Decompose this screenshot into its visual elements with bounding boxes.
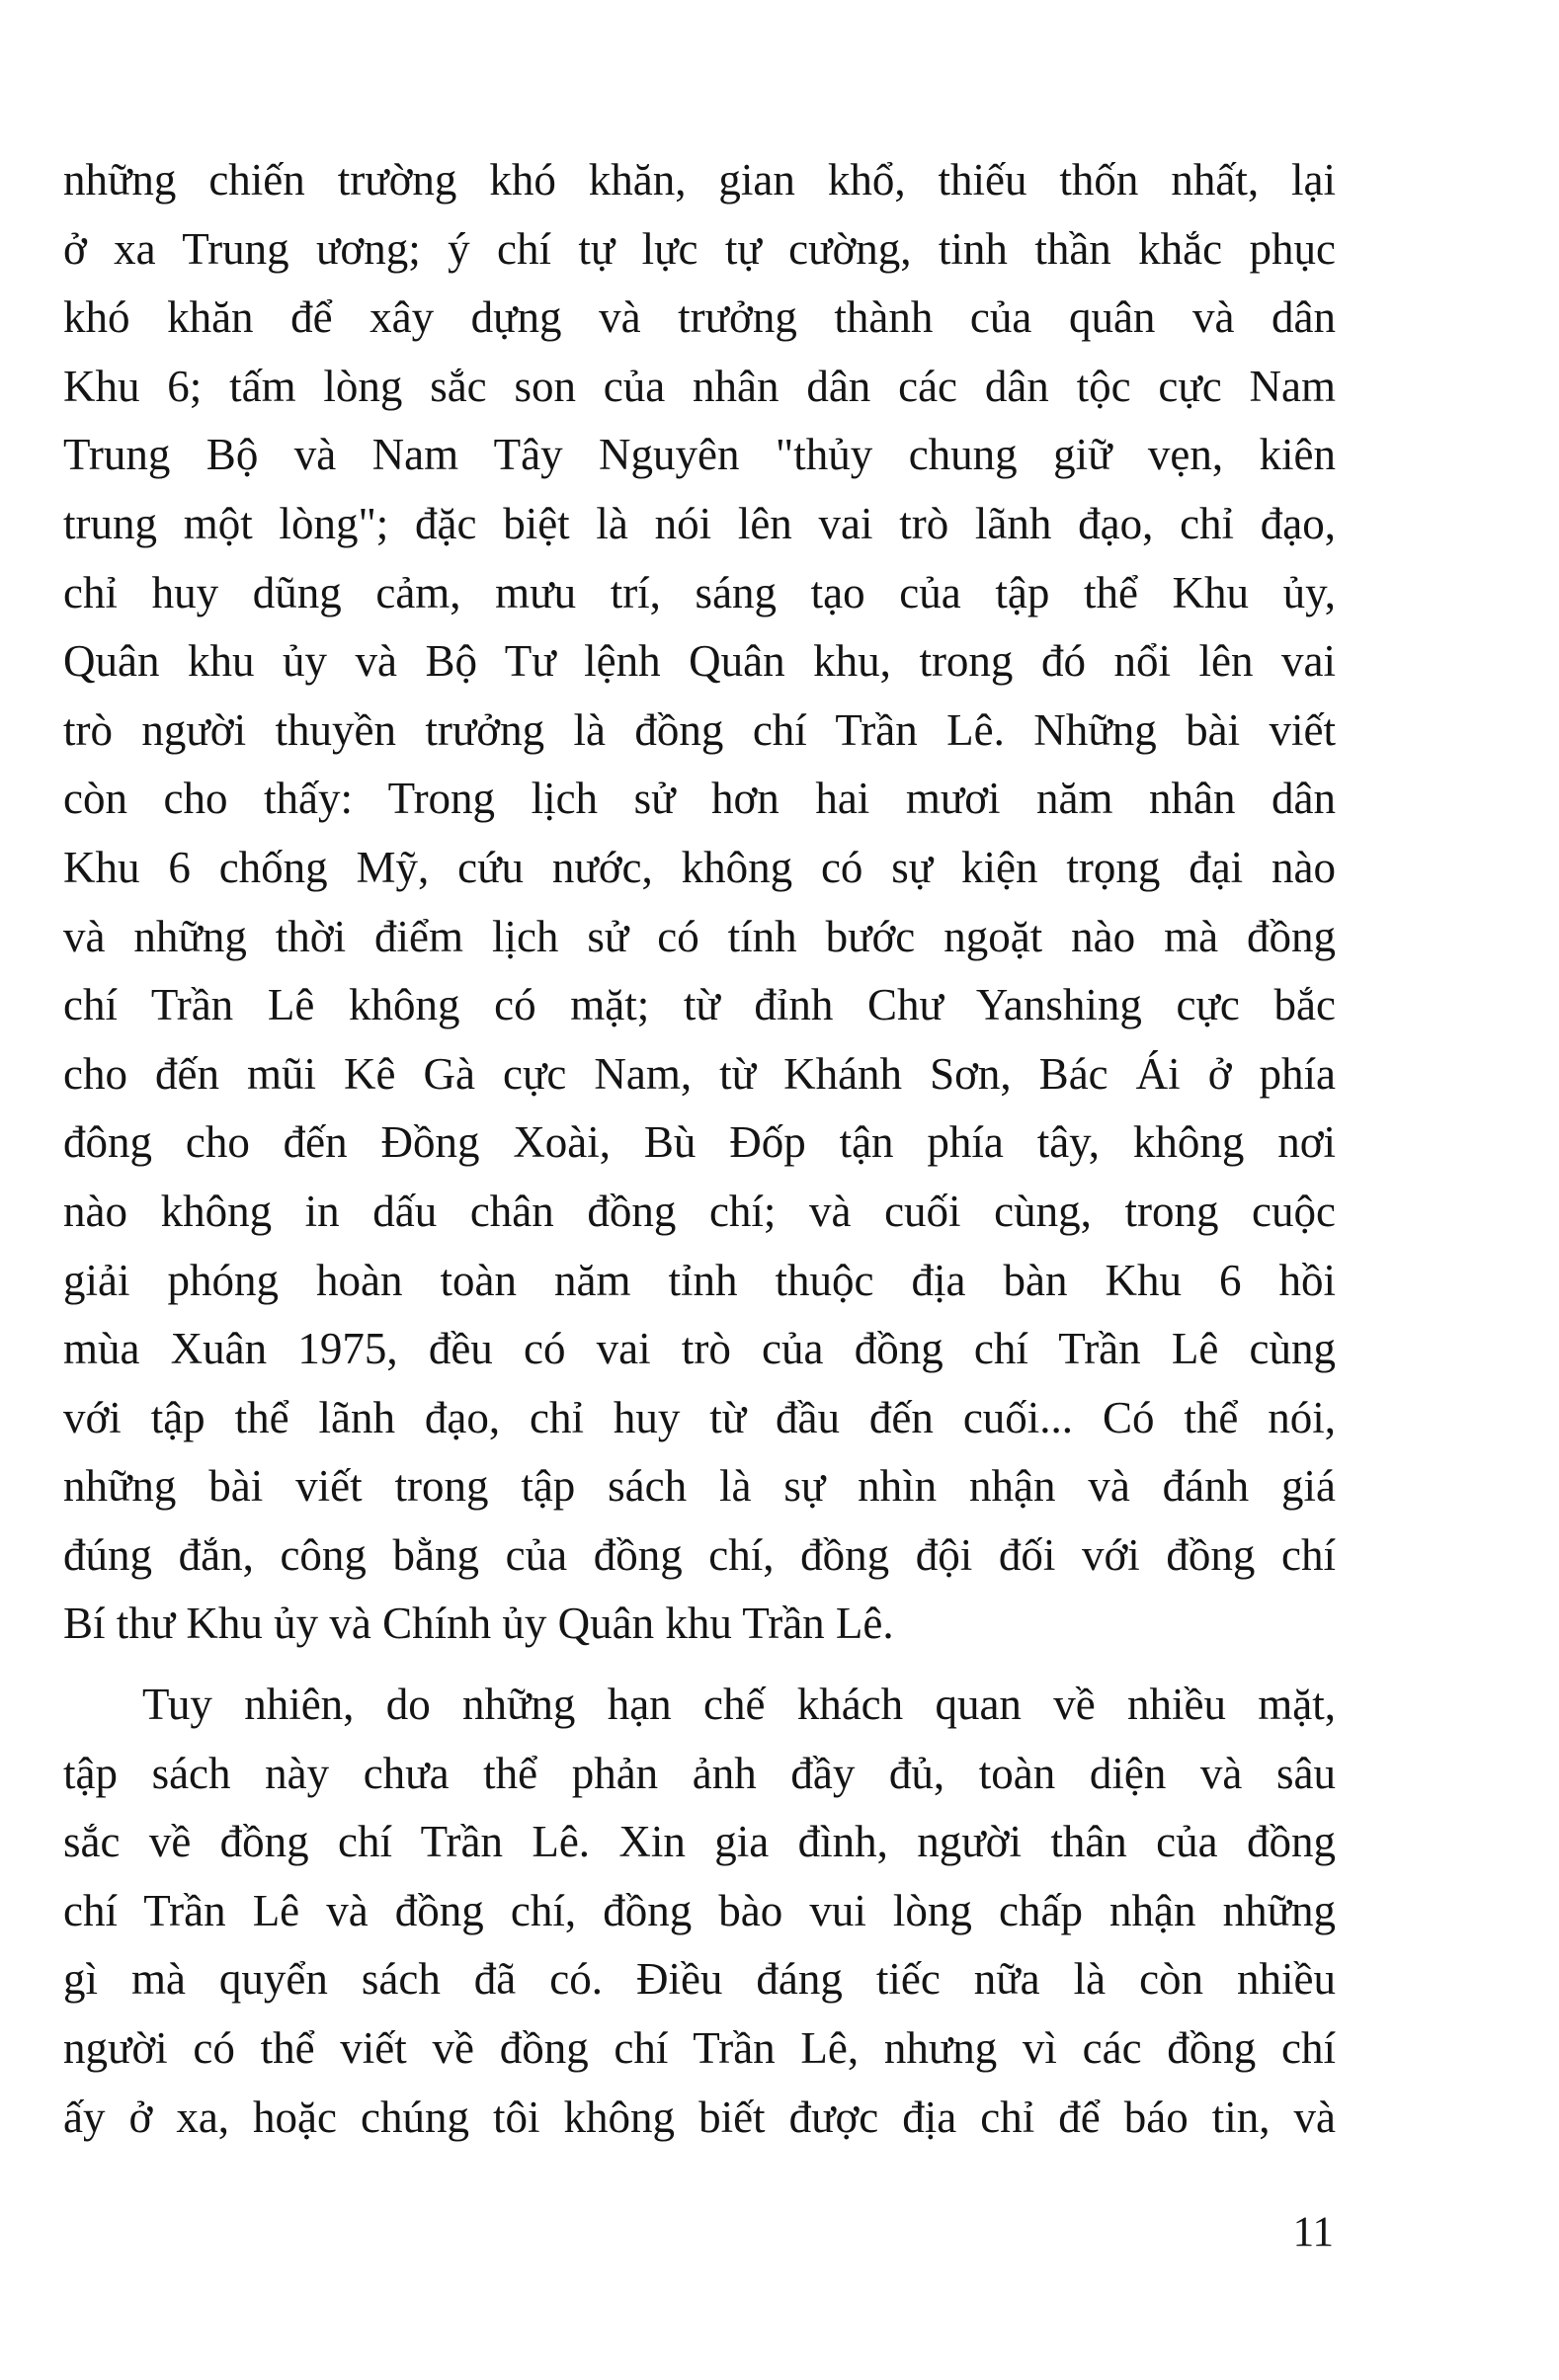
paragraph	[63, 146, 1336, 1659]
text-line: nào không in dấu chân đồng chí; và cuối cùng, trong cuộc	[63, 1186, 1336, 1236]
text-line: chí Trần Lê không có mặt; từ đỉnh Chư Yanshing cực bắc	[63, 980, 1336, 1030]
paragraph	[63, 1671, 1336, 2152]
text-line: những chiến trường khó khăn, gian khổ, thiếu thốn nhất, lại	[63, 155, 1336, 205]
text-line: với tập thể lãnh đạo, chỉ huy từ đầu đến cuối... Có thể nói,	[63, 1392, 1336, 1442]
text-line: cho đến mũi Kê Gà cực Nam, từ Khánh Sơn, Bác Ái ở phía	[63, 1048, 1336, 1099]
text-line: đúng đắn, công bằng của đồng chí, đồng đội đối với đồng chí	[63, 1529, 1336, 1580]
text-line: Trung Bộ và Nam Tây Nguyên "thủy chung giữ vẹn, kiên	[63, 430, 1336, 480]
text-line: và những thời điểm lịch sử có tính bước ngoặt nào mà đồng	[63, 911, 1336, 961]
text-line: Quân khu ủy và Bộ Tư lệnh Quân khu, trong đó nổi lên vai	[63, 636, 1336, 687]
text-line: tập sách này chưa thể phản ảnh đầy đủ, toàn diện và sâu	[63, 1748, 1336, 1798]
text-line: người có thể viết về đồng chí Trần Lê, nhưng vì các đồng chí	[63, 2023, 1336, 2074]
text-line: ở xa Trung ương; ý chí tự lực tự cường, tinh thần khắc phục	[63, 223, 1336, 274]
text-line: gì mà quyển sách đã có. Điều đáng tiếc nữa là còn nhiều	[63, 1954, 1336, 2005]
text-line: trò người thuyền trưởng là đồng chí Trần Lê. Những bài viết	[63, 704, 1336, 755]
text-line: chỉ huy dũng cảm, mưu trí, sáng tạo của tập thể Khu ủy,	[63, 567, 1336, 617]
text-line: Bí thư Khu ủy và Chính ủy Quân khu Trần Lê.	[63, 1599, 894, 1649]
text-line: khó khăn để xây dựng và trưởng thành của quân và dân	[63, 292, 1336, 343]
text-line: Khu 6 chống Mỹ, cứu nước, không có sự kiện trọng đại nào	[63, 842, 1336, 892]
text-line: Tuy nhiên, do những hạn chế khách quan về nhiều mặt,	[142, 1680, 1336, 1730]
text-line: trung một lòng"; đặc biệt là nói lên vai trò lãnh đạo, chỉ đạo,	[63, 498, 1336, 548]
paragraph-spacer	[63, 1659, 1336, 1671]
text-line: ấy ở xa, hoặc chúng tôi không biết được địa chỉ để báo tin, và	[63, 2092, 1336, 2142]
text-line: giải phóng hoàn toàn năm tỉnh thuộc địa bàn Khu 6 hồi	[63, 1255, 1336, 1305]
text-line: những bài viết trong tập sách là sự nhìn nhận và đánh giá	[63, 1461, 1336, 1512]
text-line: đông cho đến Đồng Xoài, Bù Đốp tận phía tây, không nơi	[63, 1117, 1336, 1168]
text-line: còn cho thấy: Trong lịch sử hơn hai mươi năm nhân dân	[63, 774, 1336, 824]
page-number: 11	[1292, 2209, 1334, 2256]
text-line: mùa Xuân 1975, đều có vai trò của đồng chí Trần Lê cùng	[63, 1324, 1336, 1374]
text-line: chí Trần Lê và đồng chí, đồng bào vui lòng chấp nhận những	[63, 1885, 1336, 1935]
text-line: sắc về đồng chí Trần Lê. Xin gia đình, người thân của đồng	[63, 1817, 1336, 1867]
body-text	[63, 146, 1336, 2152]
text-line: Khu 6; tấm lòng sắc son của nhân dân các dân tộc cực Nam	[63, 361, 1336, 411]
